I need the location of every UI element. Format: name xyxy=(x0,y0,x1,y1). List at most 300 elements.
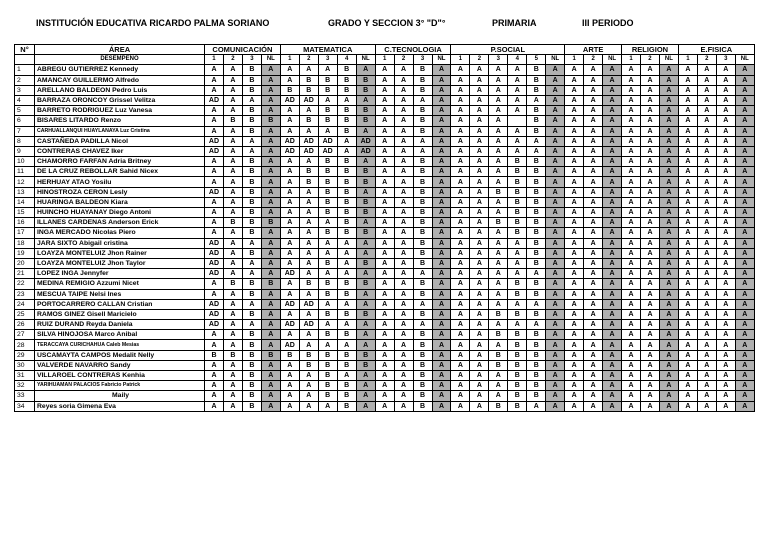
grade-cell: AD xyxy=(205,146,224,156)
student-number: 16 xyxy=(15,218,35,228)
grade-cell: A xyxy=(337,258,356,268)
grade-cell: A xyxy=(375,85,394,95)
grade-cell: A xyxy=(641,238,660,248)
student-number: 4 xyxy=(15,95,35,105)
grade-cell: A xyxy=(318,248,337,258)
grade-cell: A xyxy=(470,116,489,126)
competency-header: 1 xyxy=(622,55,641,65)
grade-cell: A xyxy=(565,309,584,319)
grade-cell: A xyxy=(641,248,660,258)
grade-cell: A xyxy=(394,65,413,75)
grade-cell: A xyxy=(489,320,508,330)
level-cell: A xyxy=(659,136,678,146)
grade-cell: A xyxy=(697,350,716,360)
level-cell: A xyxy=(603,218,622,228)
grade-cell: A xyxy=(678,279,697,289)
grade-cell: A xyxy=(470,95,489,105)
grade-cell: B xyxy=(299,116,318,126)
grade-cell: A xyxy=(375,208,394,218)
grade-cell: A xyxy=(584,238,603,248)
student-number: 3 xyxy=(15,85,35,95)
grade-cell: A xyxy=(223,309,242,319)
grade-cell: A xyxy=(697,197,716,207)
grade-cell: A xyxy=(242,238,261,248)
grade-cell: B xyxy=(337,65,356,75)
grade-cell: A xyxy=(565,75,584,85)
grade-cell: A xyxy=(489,258,508,268)
student-name: MEDINA REMIGIO Azzumi Nicet xyxy=(35,279,205,289)
level-cell: A xyxy=(432,146,451,156)
level-cell: A xyxy=(356,65,375,75)
level-cell: A xyxy=(546,269,565,279)
level-cell: A xyxy=(735,126,754,136)
grade-cell: B xyxy=(242,289,261,299)
table-row xyxy=(15,269,755,279)
grade-cell: A xyxy=(489,289,508,299)
level-cell: A xyxy=(432,248,451,258)
grade-cell: A xyxy=(470,106,489,116)
level-header: NL xyxy=(432,55,451,65)
grade-cell: A xyxy=(716,391,735,401)
grade-cell: A xyxy=(584,289,603,299)
grade-cell: A xyxy=(242,146,261,156)
level-cell: A xyxy=(603,75,622,85)
grade-cell: B xyxy=(337,157,356,167)
grade-cell: A xyxy=(678,299,697,309)
grade-cell: B xyxy=(337,218,356,228)
level-cell: A xyxy=(735,65,754,75)
grade-cell: A xyxy=(489,126,508,136)
grade-cell: A xyxy=(622,157,641,167)
student-name: BISARES LITARDO Renzo xyxy=(35,116,205,126)
grade-cell: A xyxy=(697,320,716,330)
grade-cell: A xyxy=(489,371,508,381)
grade-cell: B xyxy=(280,85,299,95)
student-name: DE LA CRUZ REBOLLAR Sahid Nicex xyxy=(35,167,205,177)
level-cell: A xyxy=(261,136,280,146)
student-name: RAMOS GINEZ Gisell Maricielo xyxy=(35,309,205,319)
grade-cell: A xyxy=(223,228,242,238)
grade-cell: A xyxy=(565,126,584,136)
grade-cell: B xyxy=(413,391,432,401)
level-cell: A xyxy=(603,116,622,126)
grade-cell: B xyxy=(318,177,337,187)
grade-cell: A xyxy=(470,320,489,330)
grade-cell: B xyxy=(318,350,337,360)
grade-cell: A xyxy=(413,320,432,330)
level-cell: A xyxy=(659,238,678,248)
level-cell: A xyxy=(261,126,280,136)
grade-cell: B xyxy=(242,371,261,381)
student-name: TERACCAYA CURICHAHUA Caleb Mesias xyxy=(35,340,205,350)
grade-cell: A xyxy=(394,75,413,85)
grade-cell: A xyxy=(205,391,224,401)
level-cell: A xyxy=(261,167,280,177)
grade-cell: A xyxy=(394,157,413,167)
grade-cell: B xyxy=(489,350,508,360)
grade-cell: A xyxy=(451,238,470,248)
grade-cell: A xyxy=(489,279,508,289)
grade-cell: A xyxy=(584,350,603,360)
grade-cell: A xyxy=(622,197,641,207)
level-cell: A xyxy=(659,350,678,360)
grade-cell: B xyxy=(508,360,527,370)
grade-cell: A xyxy=(375,360,394,370)
grade-cell: A xyxy=(223,136,242,146)
student-number: 24 xyxy=(15,299,35,309)
student-number: 28 xyxy=(15,340,35,350)
grade-cell: A xyxy=(489,208,508,218)
grade-cell: A xyxy=(470,218,489,228)
grade-cell: A xyxy=(205,85,224,95)
level-cell: A xyxy=(546,248,565,258)
level-cell: A xyxy=(659,208,678,218)
level-cell: A xyxy=(603,208,622,218)
grade-cell: A xyxy=(470,157,489,167)
grade-cell: A xyxy=(565,371,584,381)
grade-cell: A xyxy=(678,177,697,187)
table-row xyxy=(15,65,755,75)
grade-cell: B xyxy=(242,157,261,167)
competency-header: 3 xyxy=(318,55,337,65)
grade-cell: A xyxy=(470,136,489,146)
area-matematica-header: MATEMATICA xyxy=(280,45,375,55)
grade-cell: A xyxy=(641,381,660,391)
level-cell: A xyxy=(432,340,451,350)
grade-cell: B xyxy=(508,167,527,177)
level-cell: A xyxy=(546,95,565,105)
level-cell: A xyxy=(603,248,622,258)
grade-cell: B xyxy=(527,330,546,340)
grade-cell: A xyxy=(451,401,470,411)
level-cell: A xyxy=(261,371,280,381)
grade-cell: A xyxy=(641,208,660,218)
level-cell: A xyxy=(356,401,375,411)
grade-cell: A xyxy=(678,289,697,299)
grade-cell: A xyxy=(470,228,489,238)
grade-cell: A xyxy=(280,401,299,411)
grade-cell: B xyxy=(413,371,432,381)
grade-cell: A xyxy=(678,401,697,411)
level-cell: A xyxy=(735,401,754,411)
grade-cell: A xyxy=(489,177,508,187)
grade-cell xyxy=(508,116,527,126)
grade-cell: A xyxy=(584,269,603,279)
grade-cell: B xyxy=(413,248,432,258)
grade-cell: A xyxy=(678,238,697,248)
grade-cell: A xyxy=(641,157,660,167)
level-cell: A xyxy=(659,218,678,228)
grade-cell: B xyxy=(527,85,546,95)
student-name: SILVA HINOJOSA Marco Anibal xyxy=(35,330,205,340)
level-cell: A xyxy=(735,350,754,360)
student-name: BARRETO RODRIGUEZ Luz Vanesa xyxy=(35,106,205,116)
grade-cell: A xyxy=(508,85,527,95)
grade-cell: B xyxy=(337,360,356,370)
grade-cell: A xyxy=(299,106,318,116)
grade-cell: A xyxy=(716,208,735,218)
grade-cell: A xyxy=(697,289,716,299)
grade-cell: A xyxy=(622,279,641,289)
level-cell: A xyxy=(603,269,622,279)
grade-cell: A xyxy=(489,136,508,146)
grade-cell: A xyxy=(565,279,584,289)
grade-cell: A xyxy=(641,391,660,401)
grade-cell: A xyxy=(489,106,508,116)
table-row xyxy=(15,228,755,238)
level-cell: A xyxy=(659,371,678,381)
grade-cell: A xyxy=(394,146,413,156)
level-cell: A xyxy=(659,330,678,340)
grade-cell: B xyxy=(318,391,337,401)
level-cell: A xyxy=(735,146,754,156)
level-cell: A xyxy=(356,248,375,258)
grade-cell: A xyxy=(375,136,394,146)
student-number: 15 xyxy=(15,208,35,218)
number-header: N° xyxy=(15,45,35,55)
grade-cell: B xyxy=(527,208,546,218)
grade-cell: A xyxy=(470,360,489,370)
level-cell: A xyxy=(546,208,565,218)
grade-cell: A xyxy=(205,401,224,411)
grade-cell: A xyxy=(716,75,735,85)
grade-cell: A xyxy=(622,136,641,146)
grade-cell: A xyxy=(451,95,470,105)
grade-cell: A xyxy=(451,116,470,126)
grade-cell: A xyxy=(280,228,299,238)
grade-cell: A xyxy=(394,116,413,126)
grade-cell: A xyxy=(641,136,660,146)
level-cell: A xyxy=(432,197,451,207)
grade-cell: AD xyxy=(205,248,224,258)
grade-cell: A xyxy=(716,330,735,340)
grade-cell: B xyxy=(299,167,318,177)
grade-cell: A xyxy=(716,146,735,156)
level-cell: A xyxy=(603,167,622,177)
grade-cell: B xyxy=(413,197,432,207)
grade-cell: A xyxy=(622,248,641,258)
grade-cell: A xyxy=(451,248,470,258)
grade-cell: A xyxy=(716,238,735,248)
grade-cell: B xyxy=(527,228,546,238)
grade-cell: A xyxy=(716,320,735,330)
student-name: VALVERDE NAVARRO Sandy xyxy=(35,360,205,370)
level-cell: A xyxy=(546,177,565,187)
grade-cell: A xyxy=(565,116,584,126)
grade-cell: B xyxy=(337,381,356,391)
grade-cell: A xyxy=(394,269,413,279)
grade-cell: B xyxy=(527,157,546,167)
grade-cell: A xyxy=(394,248,413,258)
grade-cell: A xyxy=(394,309,413,319)
grade-cell: B xyxy=(318,187,337,197)
grade-cell: B xyxy=(318,279,337,289)
grade-cell: B xyxy=(242,106,261,116)
grade-cell: A xyxy=(697,75,716,85)
level-cell: A xyxy=(546,146,565,156)
grade-cell: B xyxy=(318,85,337,95)
competency-header: 2 xyxy=(223,55,242,65)
table-row xyxy=(15,371,755,381)
level-header: NL xyxy=(659,55,678,65)
grade-cell: A xyxy=(622,269,641,279)
grade-cell: B xyxy=(527,391,546,401)
grade-cell: B xyxy=(527,350,546,360)
level-cell: A xyxy=(261,289,280,299)
level-cell: A xyxy=(735,269,754,279)
grade-cell: B xyxy=(242,85,261,95)
grade-cell: A xyxy=(584,299,603,309)
grade-cell: A xyxy=(205,340,224,350)
table-row xyxy=(15,360,755,370)
student-number: 18 xyxy=(15,238,35,248)
grade-cell: A xyxy=(451,106,470,116)
grade-cell: A xyxy=(205,228,224,238)
level-cell: B xyxy=(356,279,375,289)
grade-cell: B xyxy=(527,340,546,350)
competency-header: 2 xyxy=(697,55,716,65)
grade-cell: A xyxy=(584,126,603,136)
grade-cell: A xyxy=(716,309,735,319)
grade-cell: B xyxy=(527,258,546,268)
grade-cell: A xyxy=(622,187,641,197)
grade-cell: A xyxy=(565,187,584,197)
grade-cell: B xyxy=(413,279,432,289)
grade-cell: A xyxy=(584,258,603,268)
grade-cell: B xyxy=(318,106,337,116)
level-cell: A xyxy=(432,95,451,105)
grade-cell: A xyxy=(584,371,603,381)
competency-header: 2 xyxy=(394,55,413,65)
competency-header: 1 xyxy=(451,55,470,65)
competency-header: 4 xyxy=(337,55,356,65)
grade-cell: A xyxy=(318,269,337,279)
level-cell: A xyxy=(261,177,280,187)
grade-cell: A xyxy=(299,309,318,319)
grade-cell: A xyxy=(678,85,697,95)
level-cell: A xyxy=(261,320,280,330)
grade-cell: A xyxy=(678,146,697,156)
level-cell: A xyxy=(546,187,565,197)
grade-cell: B xyxy=(527,106,546,116)
grade-cell: A xyxy=(622,309,641,319)
grade-cell: A xyxy=(337,136,356,146)
level-cell: A xyxy=(603,157,622,167)
grade-cell: AD xyxy=(299,299,318,309)
grade-cell: A xyxy=(584,65,603,75)
level-cell: A xyxy=(432,208,451,218)
grade-cell: B xyxy=(508,197,527,207)
grade-cell: A xyxy=(678,330,697,340)
grade-cell: B xyxy=(527,279,546,289)
grade-cell: A xyxy=(697,258,716,268)
grade-cell: A xyxy=(622,218,641,228)
student-number: 23 xyxy=(15,289,35,299)
level-cell: B xyxy=(261,116,280,126)
grade-cell: A xyxy=(375,391,394,401)
level-cell: A xyxy=(603,95,622,105)
grade-cell: A xyxy=(299,218,318,228)
level-cell: A xyxy=(546,350,565,360)
student-name: CASTAÑEDA PADILLA Nicol xyxy=(35,136,205,146)
grade-cell: A xyxy=(205,330,224,340)
level-cell: A xyxy=(546,65,565,75)
table-row xyxy=(15,258,755,268)
table-row xyxy=(15,401,755,411)
grade-cell: A xyxy=(716,371,735,381)
level-cell: A xyxy=(659,279,678,289)
grade-cell: A xyxy=(641,218,660,228)
grade-cell: A xyxy=(527,299,546,309)
competency-header: 4 xyxy=(508,55,527,65)
grade-cell: A xyxy=(375,238,394,248)
grade-cell: AD xyxy=(280,320,299,330)
grade-cell: B xyxy=(527,75,546,85)
student-number: 30 xyxy=(15,360,35,370)
grade-cell: A xyxy=(489,95,508,105)
grade-cell: B xyxy=(489,330,508,340)
level-cell: A xyxy=(546,197,565,207)
grade-cell: A xyxy=(622,208,641,218)
level-cell: A xyxy=(546,218,565,228)
grade-cell: A xyxy=(394,136,413,146)
grade-cell: A xyxy=(470,340,489,350)
level-cell: A xyxy=(735,371,754,381)
level-cell: B xyxy=(356,197,375,207)
grade-cell: B xyxy=(527,187,546,197)
level-cell: A xyxy=(432,106,451,116)
level-cell: A xyxy=(432,85,451,95)
grade-cell: A xyxy=(375,289,394,299)
grade-cell: A xyxy=(205,371,224,381)
level-cell: A xyxy=(735,320,754,330)
grade-cell: A xyxy=(622,126,641,136)
grade-cell: B xyxy=(337,330,356,340)
grade-cell: A xyxy=(451,299,470,309)
grade-cell: A xyxy=(584,136,603,146)
student-number: 2 xyxy=(15,75,35,85)
grade-cell: A xyxy=(716,360,735,370)
grade-cell: A xyxy=(716,289,735,299)
grade-cell: A xyxy=(280,248,299,258)
level-cell: A xyxy=(261,381,280,391)
student-number: 17 xyxy=(15,228,35,238)
grade-cell: A xyxy=(280,309,299,319)
table-row xyxy=(15,248,755,258)
grade-cell: A xyxy=(337,299,356,309)
grade-cell: A xyxy=(716,350,735,360)
grade-cell: A xyxy=(375,75,394,85)
grade-cell: B xyxy=(318,381,337,391)
grade-cell: A xyxy=(584,248,603,258)
grade-cell: A xyxy=(584,177,603,187)
level-cell: A xyxy=(261,228,280,238)
grade-cell: B xyxy=(318,157,337,167)
grade-cell: A xyxy=(451,146,470,156)
grade-cell: A xyxy=(451,157,470,167)
grade-cell: A xyxy=(622,289,641,299)
level-cell: A xyxy=(546,106,565,116)
grade-cell: A xyxy=(584,208,603,218)
grade-cell: A xyxy=(375,177,394,187)
grade-cell: A xyxy=(394,208,413,218)
grade-cell: B xyxy=(527,116,546,126)
grade-cell: A xyxy=(678,157,697,167)
grade-cell: A xyxy=(641,258,660,268)
level-cell: A xyxy=(659,197,678,207)
grade-cell: A xyxy=(280,208,299,218)
grade-cell: A xyxy=(375,116,394,126)
